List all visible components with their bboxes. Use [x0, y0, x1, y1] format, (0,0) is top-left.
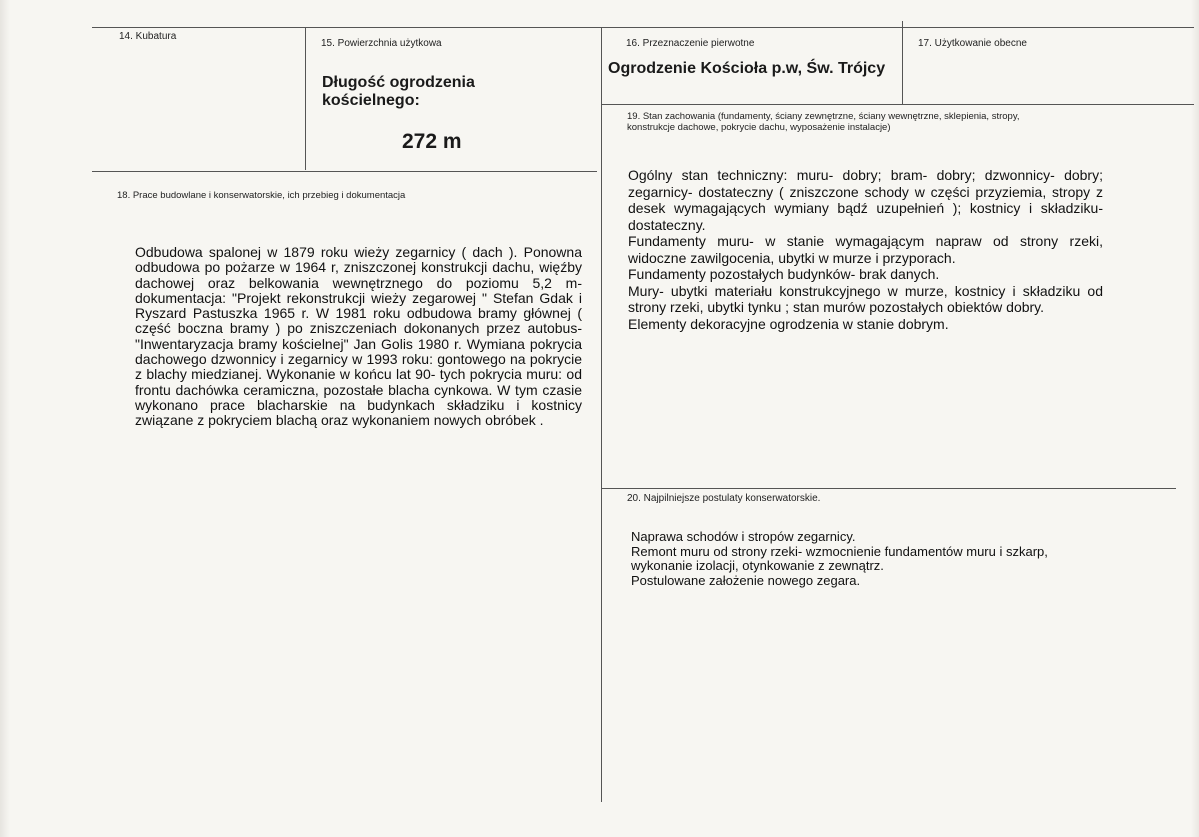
scan-edge-right	[1191, 0, 1199, 837]
field-20-value: Naprawa schodów i stropów zegarnicy. Remont muru od strony rzeki- wzmocnienie fundamentów muru i szkarp, wykonanie izolacji, otynkowanie z zewnątrz. Postulowane założenie nowego zegara.	[631, 529, 1048, 588]
divider-14-15	[305, 27, 306, 170]
scan-edge-left	[0, 0, 10, 837]
rule-above-20	[601, 488, 1176, 489]
field-18-label: 18. Prace budowlane i konserwatorskie, ich przebieg i dokumentacja	[117, 190, 406, 201]
field-16-label: 16. Przeznaczenie pierwotne	[626, 38, 755, 49]
field-15-heading: Długość ogrodzenia kościelnego:	[322, 74, 475, 109]
divider-16-17	[902, 21, 903, 105]
rule-under-16-17	[601, 104, 1194, 105]
field-19-value: Ogólny stan techniczny: muru- dobry; bram- dobry; dzwonnicy- dobry; zegarnicy- dostateczny ( zniszczone schody w części przyziemia, stropy z desek wymagających wymiany bądź uzupełnień ); kostnicy i składziku- dostateczny. Fundamenty muru- w stanie wymagającym napraw od strony rzeki, widoczne zawilgocenia, ubytki w murze i przyporach. Fundamenty pozostałych budynków- brak danych. Mury- ubytki materiału konstrukcyjnego w murze, kostnicy i składziku od strony rzeki, ubytki tynku ; stan murów pozostałych obiektów dobry. Elementy dekoracyjne ogrodzenia w stanie dobrym.	[628, 167, 1103, 332]
field-15-value: 272 m	[402, 130, 462, 153]
field-15-label: 15. Powierzchnia użytkowa	[321, 38, 442, 49]
field-14-label: 14. Kubatura	[119, 31, 177, 42]
top-rule	[92, 27, 1194, 28]
field-20-label: 20. Najpilniejsze postulaty konserwatorskie.	[627, 493, 821, 504]
field-19-label: 19. Stan zachowania (fundamenty, ściany zewnętrzne, ściany wewnętrzne, sklepienia, stropy, konstrukcje dachowe, pokrycie dachu, wyposażenie instalacje)	[627, 111, 1020, 133]
field-16-value: Ogrodzenie Kościoła p.w, Św. Trójcy	[608, 60, 886, 77]
divider-15-16	[601, 27, 602, 802]
field-17-label: 17. Użytkowanie obecne	[918, 38, 1027, 49]
field-18-value: Odbudowa spalonej w 1879 roku wieży zegarnicy ( dach ). Ponowna odbudowa po pożarze w 1964 r, zniszczonej konstrukcji dachu, więźby dachowej oraz belkowania wewnętrznego do poziomu 5,2 m- dokumentacja: "Projekt rekonstrukcji wieży zegarowej " Stefan Gdak i Ryszard Pastuszka 1965 r. W 1981 roku odbudowa bramy głównej ( część boczna bramy ) po zniszczeniach dokonanych przez autobus- "Inwentaryzacja bramy kościelnej" Jan Golis 1980 r. Wymiana pokrycia dachowego dzwonnicy i zegarnicy w 1993 roku: gontowego na pokrycie z blachy miedzianej. Wykonanie w końcu lat 90- tych pokrycia muru: od frontu dachówka ceramiczna, pozostałe blacha cynkowa. W tym czasie wykonano prace blacharskie na budynkach składziku i kostnicy związane z pokryciem blachą oraz wykonaniem nowych obróbek .	[135, 244, 582, 429]
rule-above-18	[92, 171, 597, 172]
